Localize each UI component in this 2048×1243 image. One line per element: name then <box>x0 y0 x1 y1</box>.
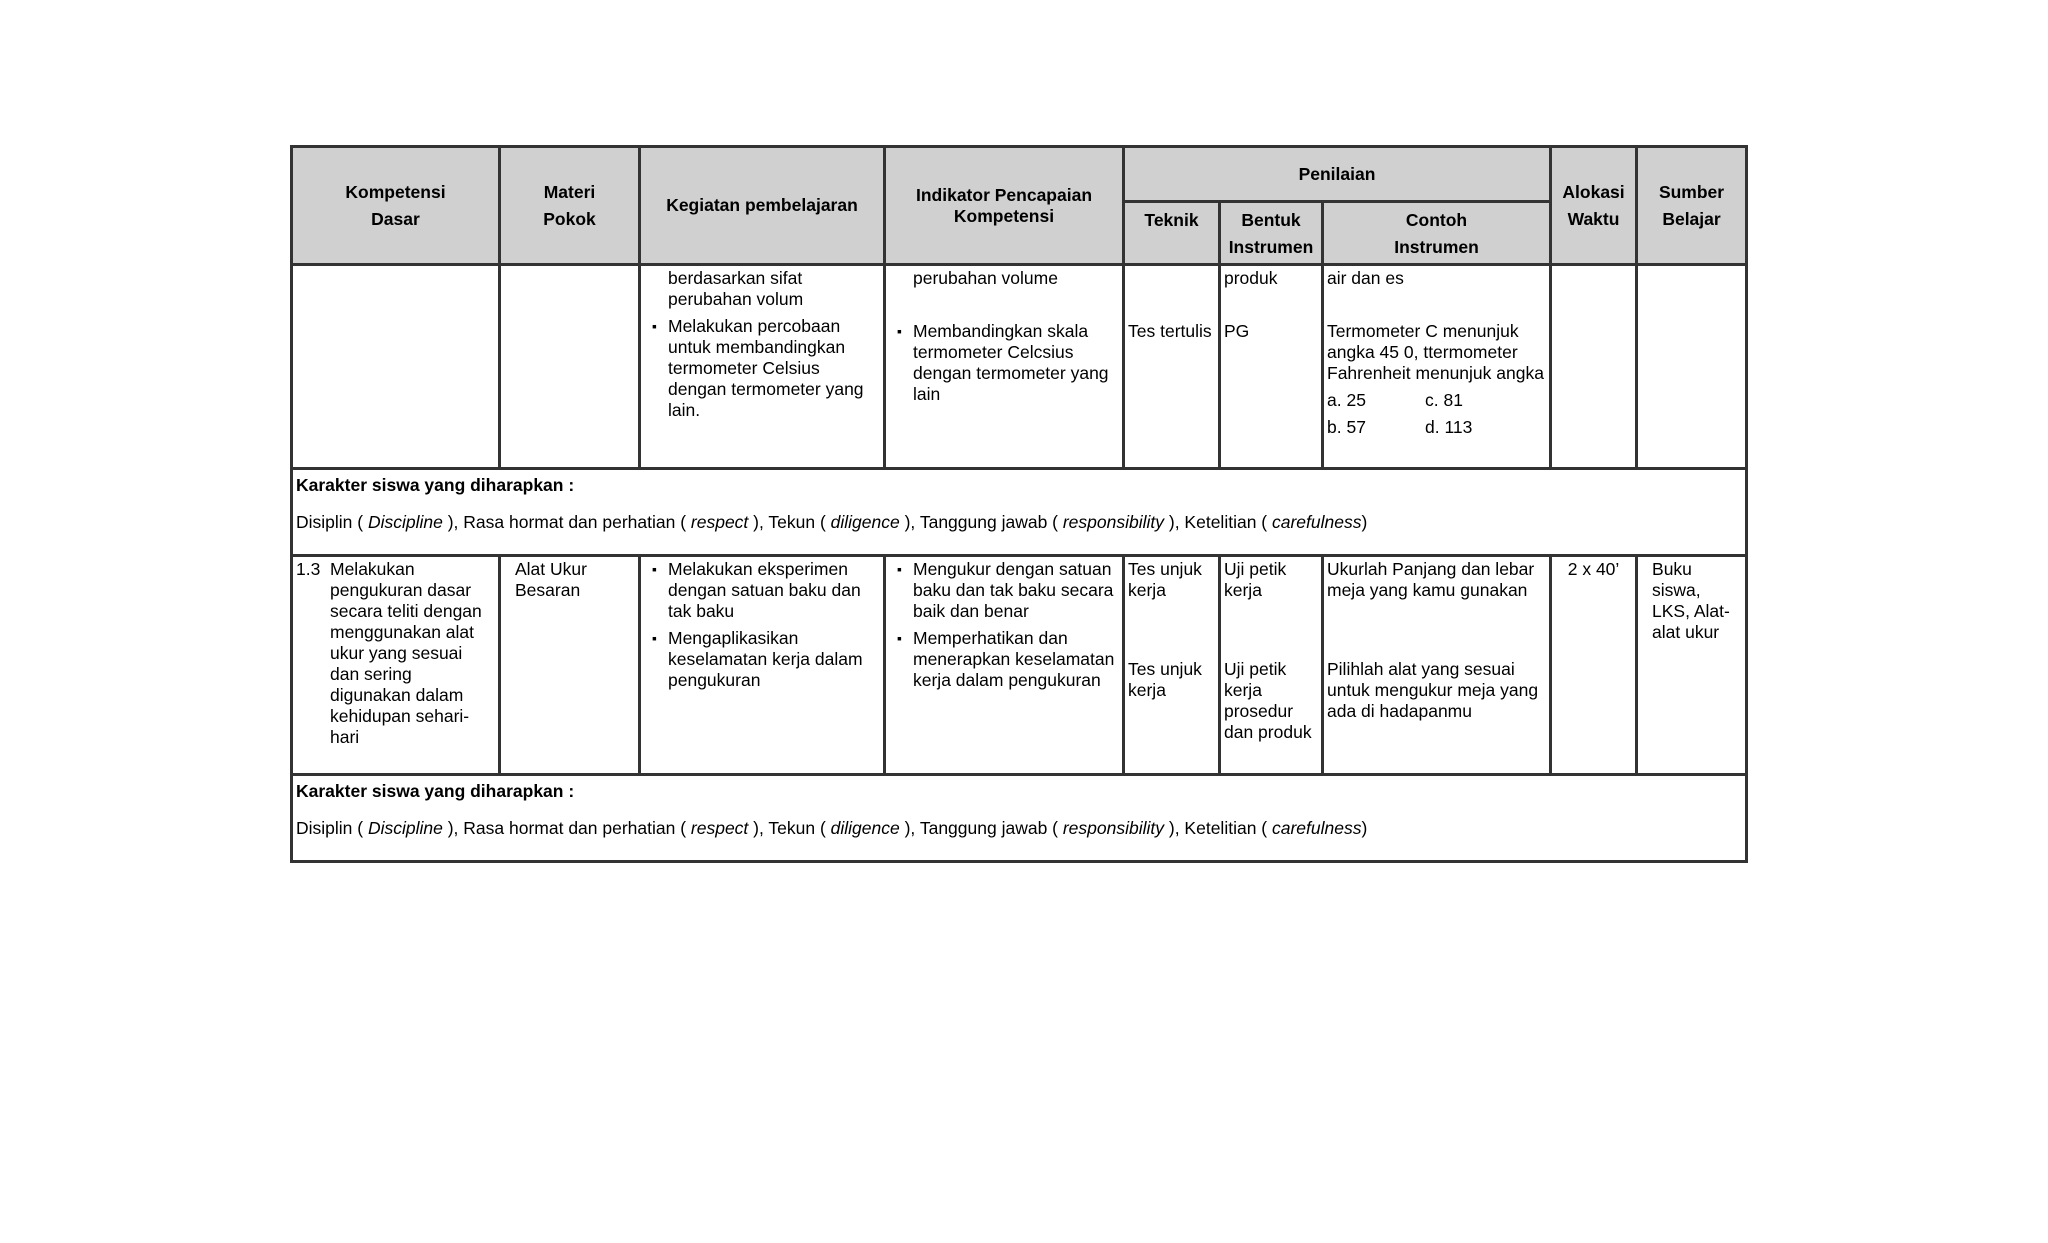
header-sumber: Sumber Belajar <box>1637 147 1747 265</box>
header-teknik: Teknik <box>1124 202 1220 265</box>
cell-alokasi: 2 x 40’ <box>1551 556 1637 775</box>
header-indikator: Indikator Pencapaian Kompetensi <box>885 147 1124 265</box>
header-penilaian: Penilaian <box>1124 147 1551 202</box>
character-title: Karakter siswa yang diharapkan : <box>296 781 575 801</box>
cell-kegiatan <box>640 265 885 469</box>
answer-options: a. 25 c. 81 <box>1327 390 1463 410</box>
cell-kegiatan <box>640 556 885 775</box>
cell-indikator <box>885 556 1124 775</box>
cell-sumber <box>1637 265 1747 469</box>
cell-sumber: Buku siswa, LKS, Alat-alat ukur <box>1637 556 1747 775</box>
character-title: Karakter siswa yang diharapkan : <box>296 475 575 495</box>
list-item: ▪ Mengaplikasikan keselamatan kerja dalam pengukuran <box>644 628 880 691</box>
cell-teknik: Tes unjuk kerja Tes unjuk kerja <box>1124 556 1220 775</box>
cell-materi: Alat Ukur Besaran <box>500 556 640 775</box>
list-item: ▪ Melakukan percobaan untuk membandingkan termometer Celsius dengan termometer yang lain. <box>644 316 880 421</box>
character-row <box>292 775 1747 862</box>
table-row <box>292 556 1747 775</box>
cell-alokasi <box>1551 265 1637 469</box>
header-contoh: Contoh Instrumen <box>1323 202 1551 265</box>
cell-kompetensi <box>292 556 500 775</box>
cell-materi <box>500 265 640 469</box>
list-item: berdasarkan sifat perubahan volum <box>668 268 804 309</box>
cell-kompetensi <box>292 265 500 469</box>
list-item: ▪ Melakukan eksperimen dengan satuan baku dan tak baku <box>644 559 880 622</box>
answer-options: b. 57 d. 113 <box>1327 417 1473 437</box>
syllabus-table <box>290 145 1748 863</box>
list-item: ▪ Memperhatikan dan menerapkan keselamatan kerja dalam pengukuran <box>889 628 1119 691</box>
header-bentuk: Bentuk Instrumen <box>1220 202 1323 265</box>
kd-text: Melakukan pengukuran dasar secara teliti dengan menggunakan alat ukur yang sesuai dan sering digunakan dalam kehidupan sehari-hari <box>330 559 482 747</box>
header-kegiatan: Kegiatan pembelajaran <box>640 147 885 265</box>
character-text: Disiplin ( Discipline ), Rasa hormat dan perhatian ( respect ), Tekun ( diligence ), Tanggung jawab ( responsibility ), Ketelitian ( carefulness) <box>296 818 1368 838</box>
character-text: Disiplin ( Discipline ), Rasa hormat dan perhatian ( respect ), Tekun ( diligence ), Tanggung jawab ( responsibility ), Ketelitian ( carefulness) <box>296 512 1368 532</box>
header-row <box>292 147 1747 202</box>
cell-bentuk: Uji petik kerja Uji petik kerja prosedur dan produk <box>1220 556 1323 775</box>
cell-teknik: Tes tertulis <box>1124 265 1220 469</box>
header-kompetensi-dasar: Kompetensi Dasar <box>292 147 500 265</box>
kd-number: 1.3 <box>296 559 321 579</box>
table-row <box>292 265 1747 469</box>
list-item: ▪ Membandingkan skala termometer Celcsius dengan termometer yang lain <box>889 321 1119 405</box>
cell-bentuk: produk PG <box>1220 265 1323 469</box>
character-row <box>292 469 1747 556</box>
cell-contoh: air dan es Termometer C menunjuk angka 45 0, ttermometer Fahrenheit menunjuk angka a. 25 c. 81 b. 57 d. 113 <box>1323 265 1551 469</box>
list-item: perubahan volume <box>913 268 1058 288</box>
header-alokasi: Alokasi Waktu <box>1551 147 1637 265</box>
cell-indikator <box>885 265 1124 469</box>
header-materi-pokok: Materi Pokok <box>500 147 640 265</box>
cell-contoh: Ukurlah Panjang dan lebar meja yang kamu gunakan Pilihlah alat yang sesuai untuk mengukur meja yang ada di hadapanmu <box>1323 556 1551 775</box>
list-item: ▪ Mengukur dengan satuan baku dan tak baku secara baik dan benar <box>889 559 1119 622</box>
